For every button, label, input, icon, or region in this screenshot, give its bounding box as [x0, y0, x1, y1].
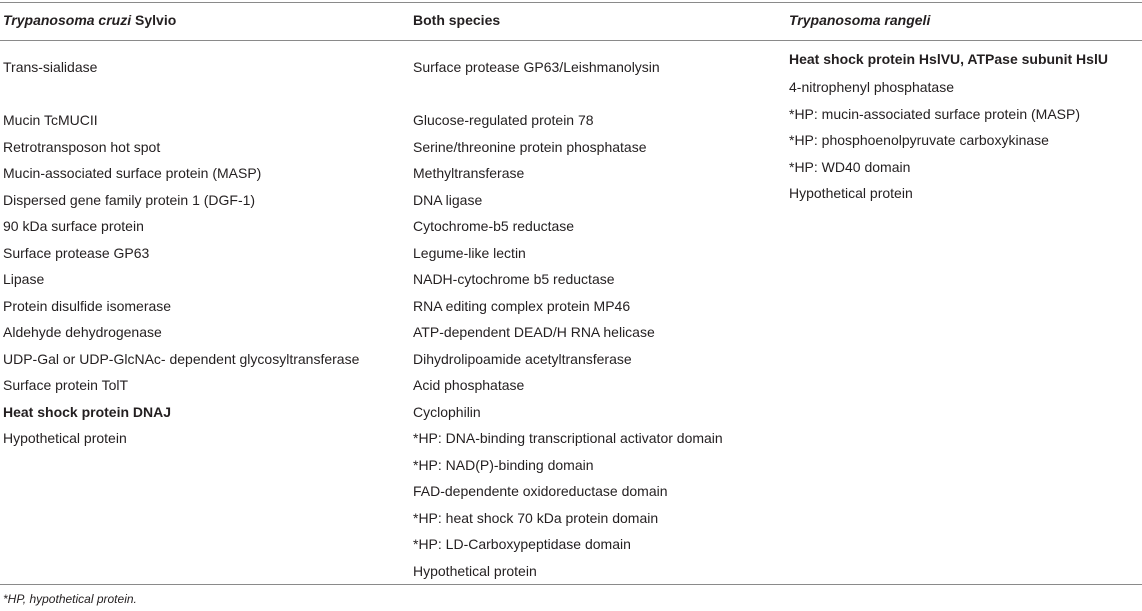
list-item: NADH-cytochrome b5 reductase [413, 271, 615, 287]
list-item: Heat shock protein HslVU, ATPase subunit HslU [789, 51, 1108, 67]
list-item: Legume-like lectin [413, 244, 526, 261]
list-item: Protein disulfide isomerase [3, 297, 172, 314]
list-item: RNA editing complex protein MP46 [413, 297, 631, 314]
list-item: Surface protease GP63/Leishmanolysin [413, 59, 660, 75]
list-item: Mucin-associated surface protein (MASP) [3, 165, 262, 181]
list-item: Retrotransposon hot spot [3, 138, 161, 155]
list-item: Trans-sialidase [3, 59, 98, 75]
list-item: Hypothetical protein [3, 430, 127, 446]
list-item: Hypothetical protein [789, 185, 913, 201]
list-item: Cytochrome-b5 reductase [413, 218, 575, 234]
list-item: Dispersed gene family protein 1 (DGF-1) [3, 191, 256, 208]
list-item: Lipase [3, 271, 45, 287]
header-t-cruzi-species: Trypanosoma cruzi [3, 12, 132, 28]
column-both-species [413, 54, 723, 584]
list-item: Serine/threonine protein phosphatase [413, 138, 647, 155]
list-item: *HP: heat shock 70 kDa protein domain [413, 509, 659, 526]
list-item: Heat shock protein DNAJ [3, 403, 172, 420]
list-item: FAD-dependente oxidoreductase domain [413, 483, 668, 499]
header-t-cruzi [3, 12, 176, 28]
header-both-species: Both species [413, 12, 501, 28]
list-item: 90 kDa surface protein [3, 218, 144, 234]
list-item: Surface protease GP63 [3, 244, 150, 261]
list-item: DNA ligase [413, 191, 483, 208]
list-item: Surface protein TolT [3, 377, 129, 393]
list-item: Acid phosphatase [413, 377, 525, 393]
list-item: Dihydrolipoamide acetyltransferase [413, 350, 632, 367]
header-t-rangeli [789, 12, 930, 28]
list-item: Aldehyde dehydrogenase [3, 324, 162, 340]
list-item: *HP: DNA-binding transcriptional activator domain [413, 430, 723, 446]
list-item: *HP: mucin-associated surface protein (MASP) [789, 105, 1080, 122]
list-item: 4-nitrophenyl phosphatase [789, 79, 955, 95]
column-t-cruzi [3, 54, 359, 452]
list-item: UDP-Gal or UDP-GlcNAc- dependent glycosyltransferase [3, 350, 360, 367]
header-t-cruzi-strain: Sylvio [131, 12, 177, 28]
list-item: Cyclophilin [413, 403, 481, 420]
list-item: *HP: LD-Carboxypeptidase domain [413, 536, 631, 552]
list-item: Glucose-regulated protein 78 [413, 112, 594, 128]
table-top-rule [0, 2, 1142, 3]
list-item: Mucin TcMUCII [3, 112, 98, 128]
table-bottom-rule [0, 584, 1142, 585]
list-item: Methyltransferase [413, 165, 525, 181]
list-item: *HP: WD40 domain [789, 158, 911, 175]
column-t-rangeli [789, 51, 1119, 207]
table-footnote: *HP, hypothetical protein. [3, 592, 137, 606]
table-header-rule [0, 40, 1142, 41]
list-item: ATP-dependent DEAD/H RNA helicase [413, 324, 655, 340]
list-item: Hypothetical protein [413, 562, 537, 579]
header-t-rangeli-species: Trypanosoma rangeli [789, 12, 931, 28]
list-item: *HP: phosphoenolpyruvate carboxykinase [789, 132, 1049, 148]
list-item: *HP: NAD(P)-binding domain [413, 456, 594, 473]
